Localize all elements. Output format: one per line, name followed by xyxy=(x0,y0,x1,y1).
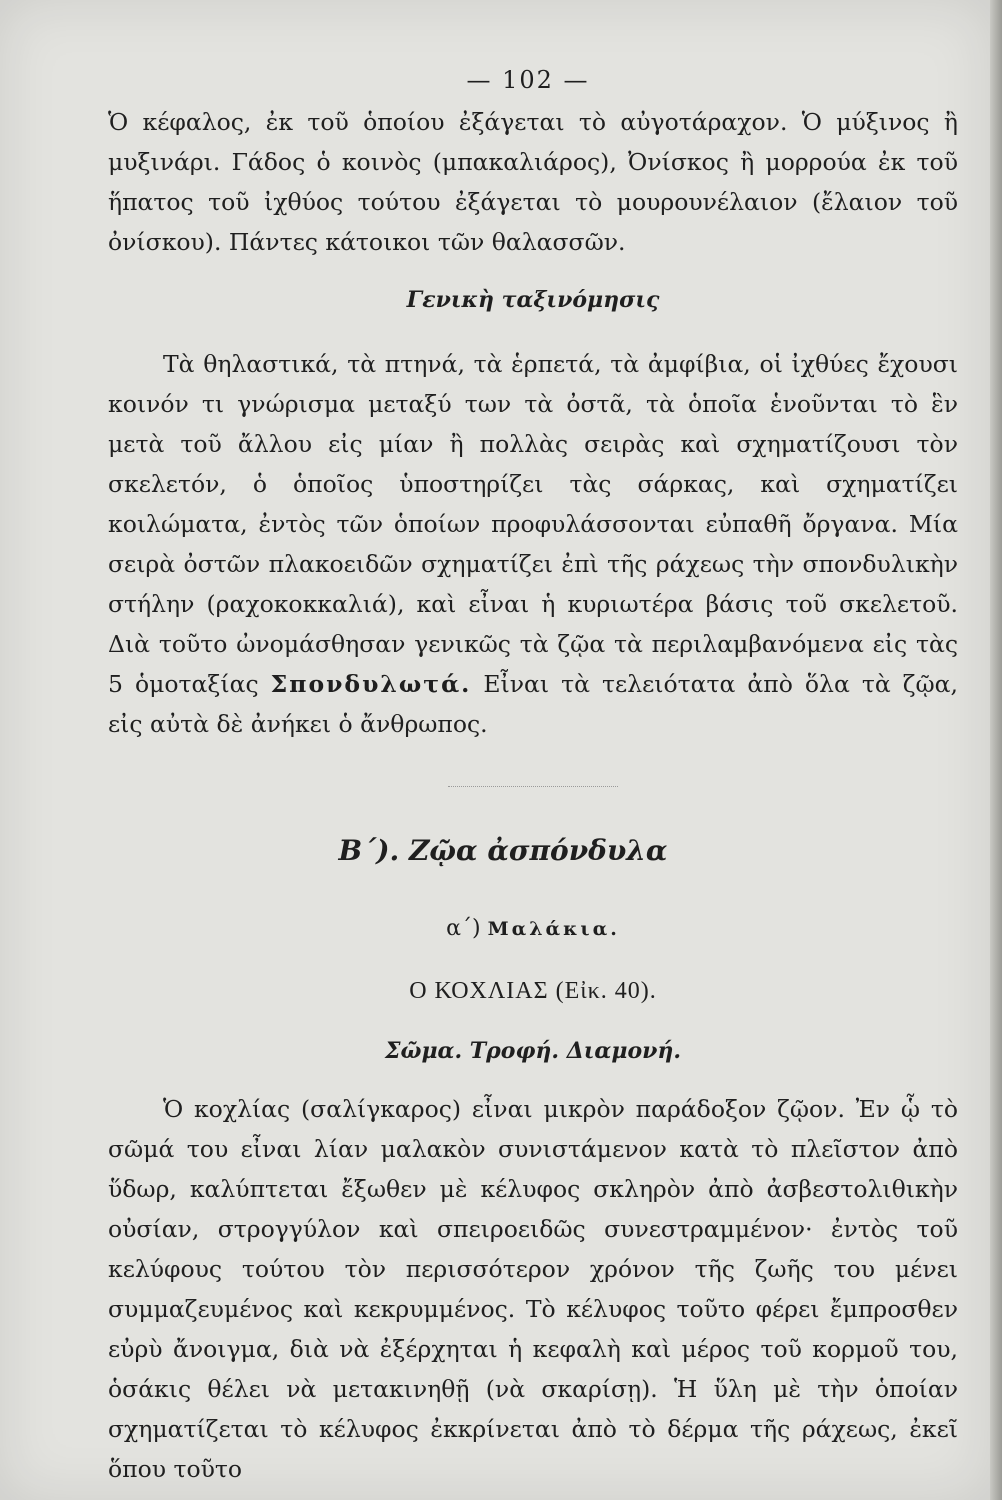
section-divider xyxy=(448,786,618,787)
paragraph-vertebrates-end: Εἶναι τὰ τελειότατα ἀπὸ ὅλα τὰ ζῷα, εἰς αὐτὰ δὲ ἀνήκει ὁ ἄνθρωπος. xyxy=(108,670,958,738)
paragraph-fish-list: Ὁ κέφαλος, ἐκ τοῦ ὁποίου ἐξάγεται τὸ αὐγοτάραχον. Ὁ μύξινος ἢ μυξινάρι. Γάδος ὁ κοινὸς (μπακαλιάρος), Ὀνίσκος ἢ μορρούα ἐκ τοῦ ἥπατος τοῦ ἰχθύος τούτου ἐξάγεται τὸ μουρουνέλαιον (ἔλαιον τοῦ ὀνίσκου). Πάντες κάτοικοι τῶν θαλασσῶν. xyxy=(108,108,958,256)
page-text xyxy=(108,60,958,1489)
chapter-subheading: Σῶμα. Τροφή. Διαμονή. xyxy=(384,1038,682,1064)
paragraph-snail: Ὁ κοχλίας (σαλίγκαρος) εἶναι μικρὸν παράδοξον ζῷον. Ἐν ᾧ τὸ σῶμά του εἶναι λίαν μαλακὸν συνιστάμενον κατὰ τὸ πλεῖστον ἀπὸ ὕδωρ, καλύπτεται ἔξωθεν μὲ κέλυφος σκληρὸν ἀπὸ ἀσβεστολιθικὴν οὐσίαν, στρογγύλον καὶ σπειροειδῶς συνεστραμμένον· ἐντὸς τοῦ κελύφους τούτου τὸν περισσότερον χρόνον τῆς ζωῆς του μένει συμμαζευμένος καὶ κεκρυμμένος. Τὸ κέλυφος τοῦτο φέρει ἔμπροσθεν εὐρὺ ἄνοιγμα, διὰ νὰ ἐξέρχηται ἡ κεφαλὴ καὶ μέρος τοῦ κορμοῦ του, ὁσάκις θέλει νὰ μετακινηθῇ (νὰ σκαρίσῃ). Ἡ ὕλη μὲ τὴν ὁποίαν σχηματίζεται τὸ κέλυφος ἐκκρίνεται ἀπὸ τὸ δέρμα τῆς ράχεως, ἐκεῖ ὅπου τοῦτο xyxy=(108,1095,958,1483)
page-edge xyxy=(990,0,1002,1500)
chapter-title-snail: Ο ΚΟΧΛΙΑΣ (Εἰκ. 40). xyxy=(409,978,657,1004)
heading-general-classification: Γενικὴ ταξινόμησις xyxy=(406,287,660,313)
subsection-prefix: α΄) xyxy=(446,916,481,941)
subsection-name: Μαλάκια. xyxy=(487,918,620,940)
page-number: — 102 — xyxy=(466,66,590,94)
paragraph-vertebrates-text: Τὰ θηλαστικά, τὰ πτηνά, τὰ ἑρπετά, τὰ ἀμφίβια, οἱ ἰχθύες ἔχουσι κοινόν τι γνώρισμα μεταξύ των τὰ ὀστᾶ, τὰ ὁποῖα ἑνοῦνται τὸ ἓν μετὰ τοῦ ἄλλου εἰς μίαν ἢ πολλὰς σειρὰς καὶ σχηματίζουσι τὸν σκελετόν, ὁ ὁποῖος ὑποστηρίζει τὰς σάρκας, καὶ σχηματίζει κοιλώματα, ἐντὸς τῶν ὁποίων προφυλάσσονται εὐπαθῆ ὄργανα. Μία σειρὰ ὀστῶν πλακοειδῶν σχηματίζει ἐπὶ τῆς ράχεως τὴν σπονδυλικὴν στήλην (ραχοκοκκαλιά), καὶ εἶναι ἡ κυριωτέρα βάσις τοῦ σκελετοῦ. Διὰ τοῦτο ὠνομάσθησαν γενικῶς τὰ ζῷα τὰ περιλαμβανόμενα εἰς τὰς 5 ὁμοταξίας xyxy=(108,350,958,698)
section-title-invertebrates: Β΄). Ζῷα ἀσπόνδυλα xyxy=(338,834,668,867)
paragraph-vertebrates xyxy=(108,344,958,744)
subsection-molluscs xyxy=(108,909,958,949)
vertebrates-term: Σπονδυλωτά. xyxy=(270,670,472,698)
